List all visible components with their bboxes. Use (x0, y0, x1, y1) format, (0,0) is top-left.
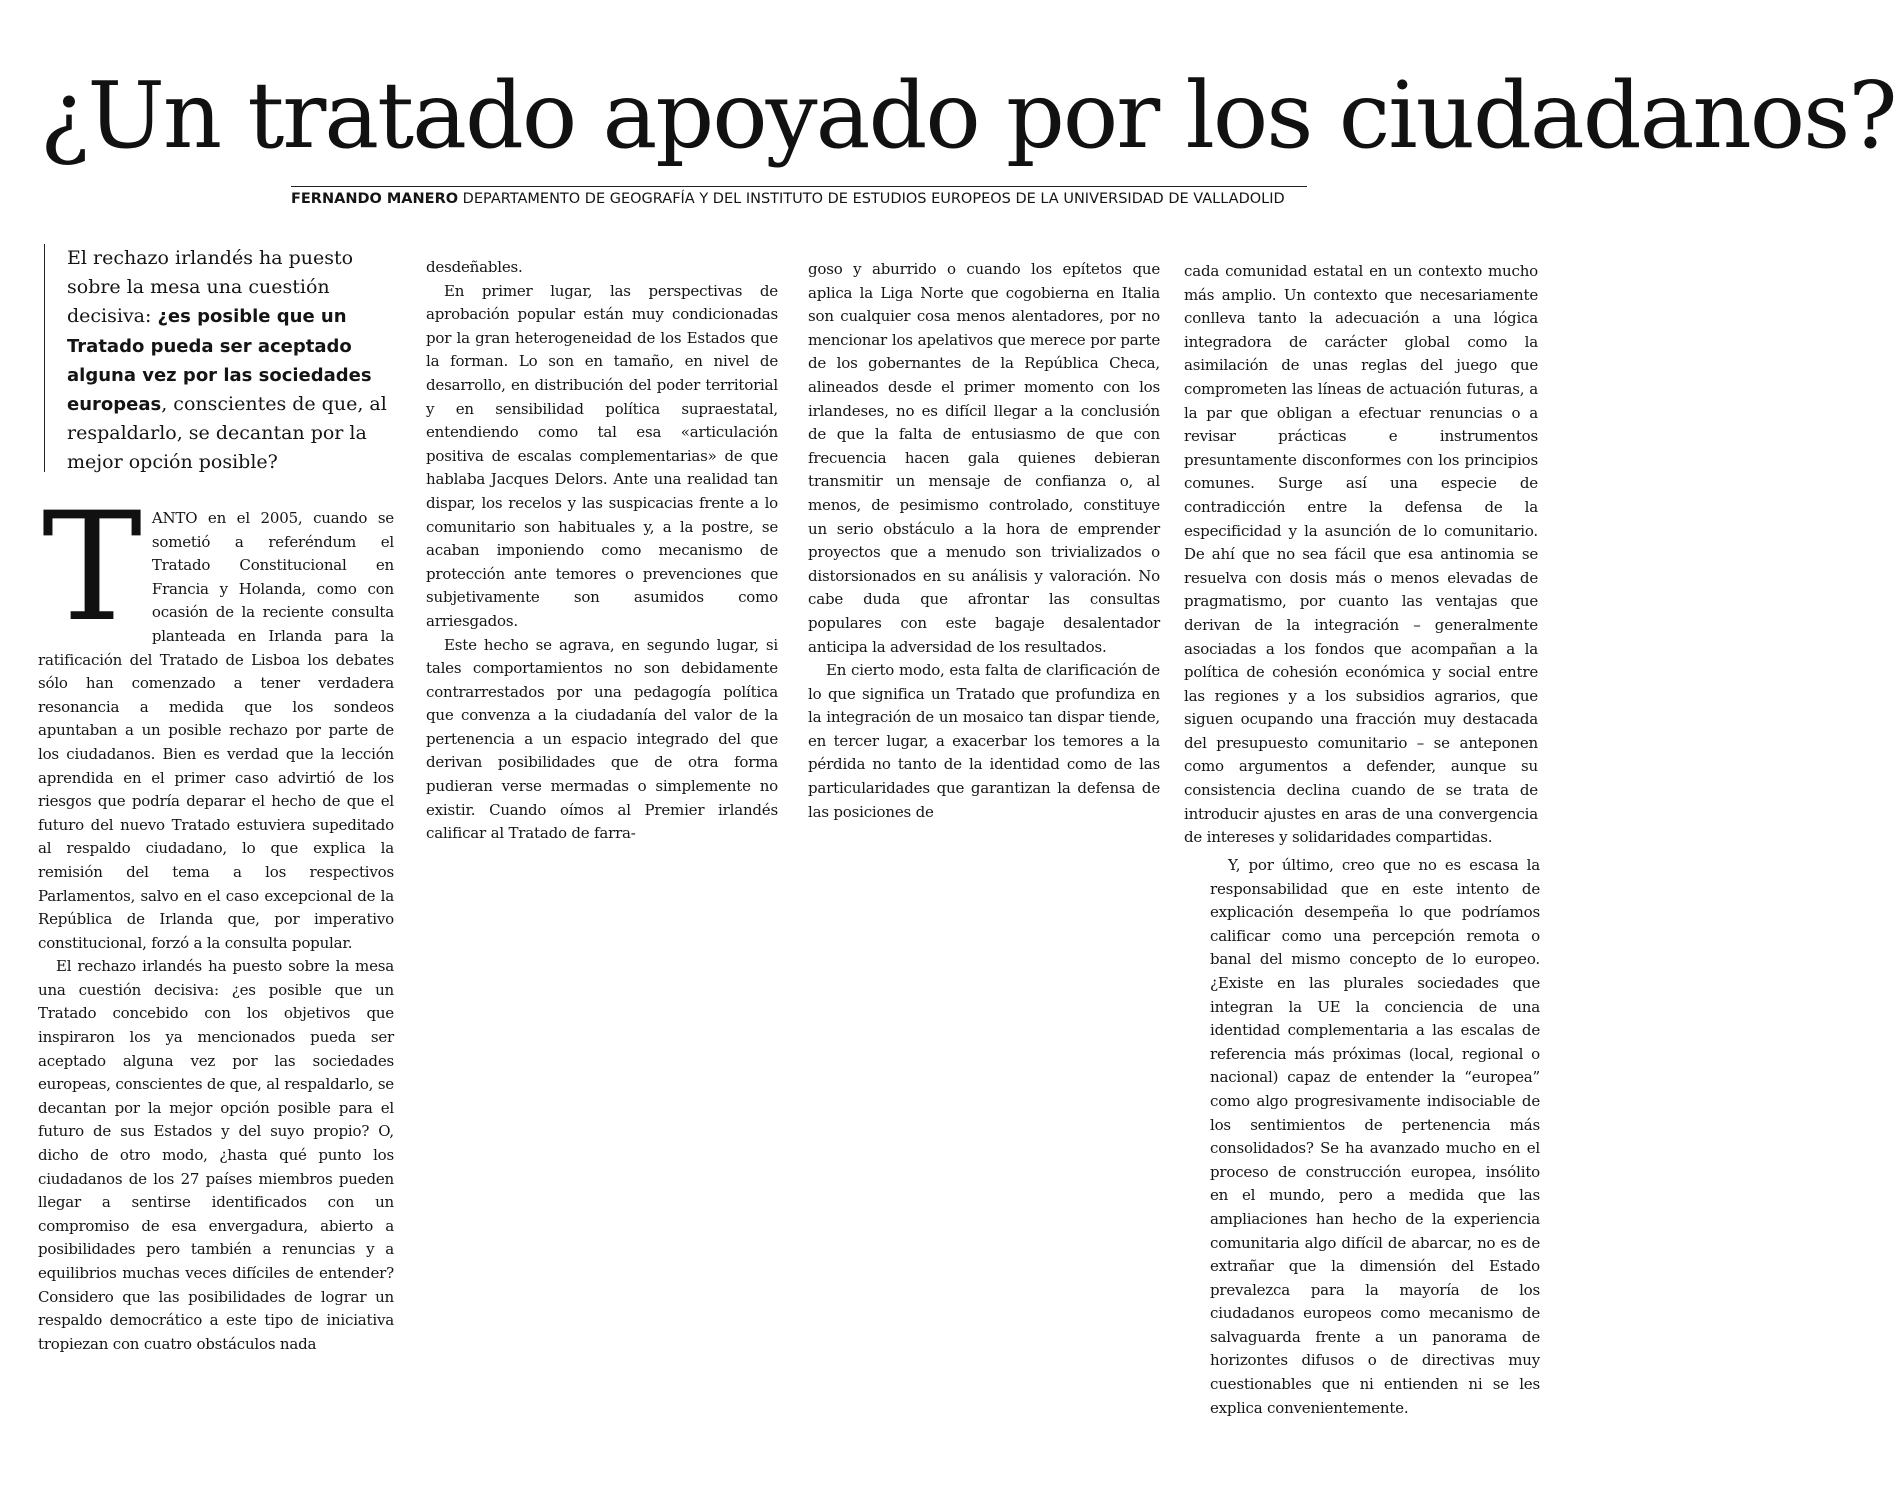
article-paragraph-2: El rechazo irlandés ha puesto sobre la mesa una cuestión decisiva: ¿es posible que un Tratado concebido con los objetivos que inspiraron los ya mencionados pueda ser aceptado alguna vez por las sociedades europeas, conscientes de que, al respaldarlo, se decantan por la mejor opción posible para el futuro de sus Estados y del suyo propio? O, dicho de otro modo, ¿hasta qué punto los ciudadanos de los 27 países miembros pueden llegar a sentirse identificados con un compromiso de esa envergadura, abierto a posibilidades pero también a renuncias y a equilibrios muchas veces difíciles de entender? Considero que las posibilidades de lograr un respaldo democrático a este tipo de iniciativa tropiezan con cuatro obstáculos nada (38, 957, 394, 1353)
byline-author: FERNANDO MANERO (291, 191, 459, 207)
article-paragraph-2-cont: desdeñables. (426, 258, 523, 276)
paragraph-1-text: ANTO en el 2005, cuando se sometió a referéndum el Tratado Constitucional en Francia y Holanda, como con ocasión de la reciente consulta planteada en Irlanda para la ratificación del Tratado de Lisboa los debates sólo han comenzado a tener verdadera resonancia a medida que los sondeos apuntaban a un posible rechazo por parte de los ciudadanos. Bien es verdad que la lección aprendida en el primer caso advirtió de los riesgos que podría deparar el hecho de que el futuro del nuevo Tratado estuviera supeditado al respaldo ciudadano, lo que explica la remisión del tema a los respectivos Parlamentos, salvo en el caso excepcional de la República de Irlanda que, por imperativo constitucional, forzó a la consulta popular. (38, 509, 394, 952)
article-paragraph-6: Y, por último, creo que no es escasa la responsabilidad que en este intento de explicación desempeña lo que podríamos calificar como una percepción remota o banal del mismo concepto de lo europeo. ¿Existe en las plurales sociedades que integran la UE la conciencia de una identidad complementaria a las escalas de referencia más próximas (local, regional o nacional) capaz de entender la “europea” como algo progresivamente indisociable de los sentimientos de pertenencia más consolidados? Se ha avanzado mucho en el proceso de construcción europea, insólito en el mundo, pero a medida que las ampliaciones han hecho de la experiencia comunitaria algo difícil de abarcar, no es de extrañar que la dimensión del Estado prevalezca para la mayoría de los ciudadanos europeos como mecanismo de salvaguarda frente a un panorama de horizontes difusos o de directivas muy cuestionables que ni entienden ni se les explica convenientemente. (1210, 856, 1540, 1417)
article-paragraph-1 (38, 481, 394, 955)
article-paragraph-4-cont: goso y aburrido o cuando los epítetos que aplica la Liga Norte que cogobierna en Italia son cualquier cosa menos alentadores, por no mencionar los apelativos que merece por parte de los gobernantes de la República Checa, alineados desde el primer momento con los irlandeses, no es difícil llegar a la conclusión de que la falta de entusiasmo de que con frecuencia hacen gala quienes debieran transmitir un mensaje de confianza o, al menos, de pesimismo controlado, constituye un serio obstáculo a la hora de emprender proyectos que a menudo son trivializados o distorsionados en su análisis y valoración. No cabe duda que afrontar las consultas populares con este bagaje desalentador anticipa la adversidad de los resultados. (808, 260, 1160, 656)
article-paragraph-3: En primer lugar, las perspectivas de aprobación popular están muy condicionadas por la gran heterogeneidad de los Estados que la forman. Lo son en tamaño, en nivel de desarrollo, en distribución del poder territorial y en sensibilidad política supraestatal, entendiendo como tal esa «articulación positiva de escalas complementarias» de que hablaba Jacques Delors. Ante una realidad tan dispar, los recelos y las suspicacias frente a lo comunitario son habituales y, a la postre, se acaban imponiendo como mecanismo de protección ante temores o prevenciones que subjetivamente son asumidos como arriesgados. (426, 281, 778, 630)
byline-affiliation: DEPARTAMENTO DE GEOGRAFÍA Y DEL INSTITUTO DE ESTUDIOS EUROPEOS DE LA UNIVERSIDAD DE VALLADOLID (462, 191, 1285, 207)
article-column-4-lower (1210, 854, 1540, 1420)
article-column-4 (1184, 260, 1538, 850)
drop-cap: T (42, 481, 142, 655)
article-column-1 (38, 481, 394, 1356)
byline-rule (291, 186, 1307, 187)
article-paragraph-5: En cierto modo, esta falta de clarificación de lo que significa un Tratado que profundiza en la integración de un mosaico tan dispar tiende, en tercer lugar, a exacerbar los temores a la pérdida no tanto de la identidad como de las particularidades que garantizan la defensa de las posiciones de (808, 661, 1160, 821)
article-paragraph-4: Este hecho se agrava, en segundo lugar, si tales comportamientos no son debidamente contrarrestados por una pedagogía política que convenza a la ciudadanía del valor de la pertenencia a un espacio integrado del que derivan posibilidades que de otra forma pudieran verse mermadas o simplemente no existir. Cuando oímos al Premier irlandés calificar al Tratado de farra- (426, 635, 778, 843)
pull-quote (44, 244, 397, 472)
pull-quote-lead: El rechazo irlandés ha puesto sobre la mesa una cuestión decisiva: (67, 247, 354, 328)
byline (291, 186, 1307, 212)
article-paragraph-5-cont: cada comunidad estatal en un contexto mucho más amplio. Un contexto que necesariamente conlleva tanto la adecuación a una lógica integradora de carácter global como la asimilación de unas reglas del juego que comprometen las líneas de actuación futuras, a la par que obligan a efectuar renuncias o a revisar prácticas e instrumentos presuntamente disconformes con los principios comunes. Surge así una especie de contradicción entre la defensa de la especificidad y la asunción de lo comunitario. De ahí que no sea fácil que esa antinomia se resuelva con dosis más o menos elevadas de pragmatismo, por cuanto las ventajas que derivan de la integración – generalmente asociadas a los fondos que acompañan a la política de cohesión económica y social entre las regiones y a los subsidios agrarios, que siguen ocupando una fracción muy destacada del presupuesto comunitario – se anteponen como argumentos a defender, aunque su consistencia declina cuando de se trata de introducir ajustes en aras de una convergencia de intereses y solidaridades compartidas. (1184, 262, 1538, 847)
article-column-3 (808, 258, 1160, 824)
pull-quote-bold: ¿es posible que un Tratado pueda ser aceptado alguna vez por las sociedades europeas (67, 306, 372, 416)
headline: ¿Un tratado apoyado por los ciudadanos? (40, 62, 1896, 169)
article-column-2 (426, 256, 778, 846)
pull-quote-tail: , conscientes de que, al respaldarlo, se decantan por la mejor opción posible? (67, 393, 387, 474)
